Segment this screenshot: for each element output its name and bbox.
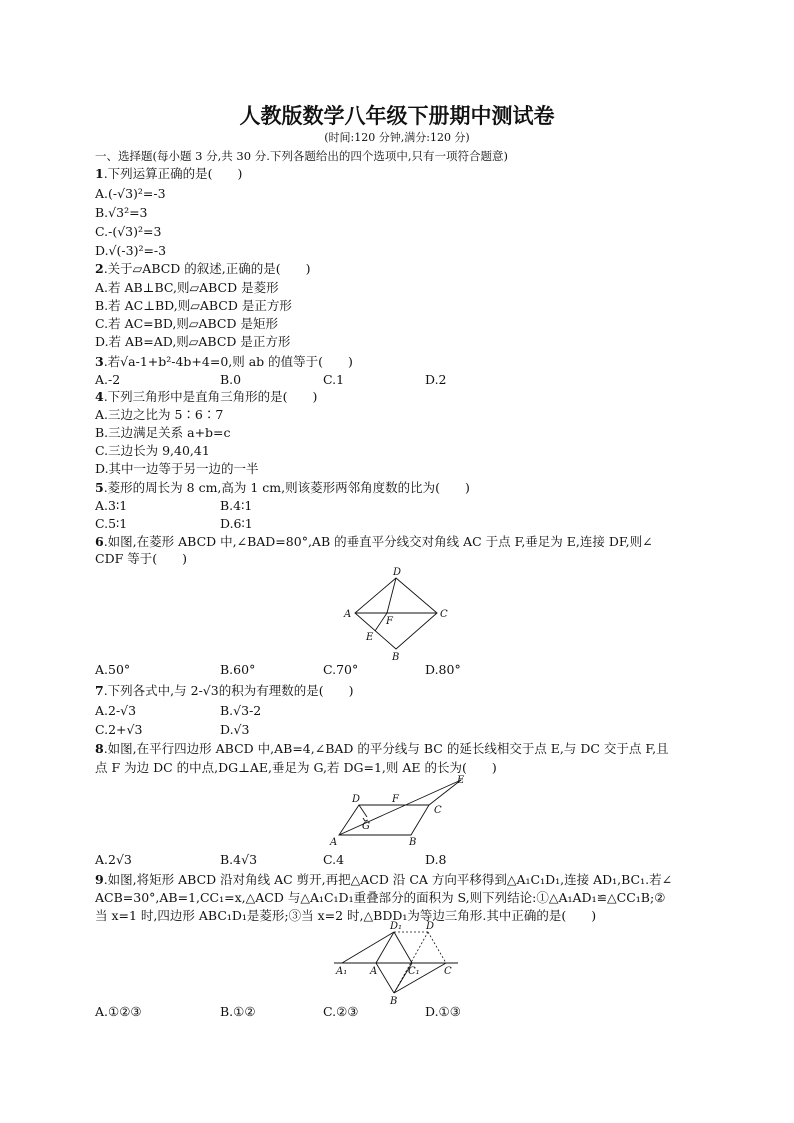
label-B: B [392,652,400,663]
q2-option-c: C.若 AC=BD,则▱ABCD 是矩形 [95,316,278,331]
q3-option-b: B.0 [220,372,242,387]
label-D1: D₁ [390,921,403,932]
label-A: A [344,609,352,620]
page-title: 人教版数学八年级下册期中测试卷 [239,104,555,128]
label-A: A [330,837,338,848]
label-D: D [352,794,361,805]
question-8-stem: 8.如图,在平行四边形 ABCD 中,AB=4,∠BAD 的平分线与 BC 的延长线相交于点 E,与 DC 交于点 F,且 [95,741,669,756]
q8-option-d: D.8 [425,852,447,867]
label-G: G [362,821,370,832]
q4-option-c: C.三边长为 9,40,41 [95,443,210,458]
label-E: E [366,632,374,643]
q6-option-b: B.60° [220,662,256,677]
q3-option-c: C.1 [323,372,345,387]
question-8-stem-cont: 点 F 为边 DC 的中点,DG⊥AE,垂足为 G,若 DG=1,则 AE 的长为( ) [95,760,497,775]
q7-option-c: C.2+√3 [95,722,143,737]
q6-option-c: C.70° [323,662,359,677]
q1-option-d: D.√(-3)²=-3 [95,243,167,258]
q7-option-a: A.2-√3 [95,703,137,718]
rhombus-figure-q6 [335,564,455,664]
label-B: B [390,996,398,1007]
q9-option-d: D.①③ [425,1004,461,1019]
question-4-stem: 4.下列三角形中是直角三角形的是( ) [95,389,318,404]
question-1-stem: 1.下列运算正确的是( ) [95,166,243,181]
label-B: B [409,837,417,848]
label-C1: C₁ [408,966,420,977]
q3-option-d: D.2 [425,372,447,387]
label-E: E [457,775,465,786]
q4-option-d: D.其中一边等于另一边的一半 [95,461,259,476]
label-C: C [444,966,452,977]
q4-option-b: B.三边满足关系 a+b=c [95,425,231,440]
label-F: F [392,794,399,805]
exam-info: (时间:120 分钟,满分:120 分) [324,131,470,144]
q5-option-d: D.6∶1 [220,516,253,531]
q3-option-a: A.-2 [95,372,121,387]
q1-option-b: B.√3²=3 [95,205,148,220]
question-2-stem: 2.关于▱ABCD 的叙述,正确的是( ) [95,261,311,276]
label-C: C [434,805,442,816]
q6-option-a: A.50° [95,662,131,677]
rectangle-figure-q9 [330,920,465,1008]
q7-option-d: D.√3 [220,722,250,737]
question-9-stem: 9.如图,将矩形 ABCD 沿对角线 AC 剪开,再把△ACD 沿 CA 方向平移得到△A₁C₁D₁,连接 AD₁,BC₁.若∠ [95,872,673,887]
label-A1: A₁ [336,966,348,977]
q2-option-d: D.若 AB=AD,则▱ABCD 是正方形 [95,334,291,349]
q5-option-a: A.3∶1 [95,498,128,513]
label-F: F [386,616,393,627]
question-9-stem-cont2: 当 x=1 时,四边形 ABC₁D₁是菱形;③当 x=2 时,△BDD₁为等边三角形.其中正确的是( ) [95,908,597,923]
q9-option-a: A.①②③ [95,1004,142,1019]
question-6-stem: 6.如图,在菱形 ABCD 中,∠BAD=80°,AB 的垂直平分线交对角线 AC 于点 F,垂足为 E,连接 DF,则∠ [95,534,653,549]
q1-option-a: A.(-√3)²=-3 [95,186,166,201]
q1-option-c: C.-(√3)²=3 [95,224,162,239]
q5-option-b: B.4∶1 [220,498,253,513]
section-heading: 一、选择题(每小题 3 分,共 30 分.下列各题给出的四个选项中,只有一项符合题意) [95,149,509,163]
q4-option-a: A.三边之比为 5∶6∶7 [95,407,224,422]
q8-option-a: A.2√3 [95,852,132,867]
label-D: D [393,567,402,578]
q9-option-c: C.②③ [323,1004,359,1019]
question-6-stem-cont: CDF 等于( ) [95,551,187,566]
q7-option-b: B.√3-2 [220,703,262,718]
q9-option-b: B.①② [220,1004,256,1019]
q6-option-d: D.80° [425,662,461,677]
label-C: C [440,609,448,620]
parallelogram-figure-q8 [325,774,475,850]
question-7-stem: 7.下列各式中,与 2-√3的积为有理数的是( ) [95,683,354,698]
q5-option-c: C.5∶1 [95,516,128,531]
q8-option-b: B.4√3 [220,852,258,867]
question-5-stem: 5.菱形的周长为 8 cm,高为 1 cm,则该菱形两邻角度数的比为( ) [95,480,470,495]
question-9-stem-cont: ACB=30°,AB=1,CC₁=x,△ACD 与△A₁C₁D₁重叠部分的面积为 S,则下列结论:①△A₁AD₁≌△CC₁B;② [95,890,666,905]
question-3-stem: 3.若√a-1+b²-4b+4=0,则 ab 的值等于( ) [95,354,353,369]
q2-option-b: B.若 AC⊥BD,则▱ABCD 是正方形 [95,298,292,313]
q8-option-c: C.4 [323,852,345,867]
q2-option-a: A.若 AB⊥BC,则▱ABCD 是菱形 [95,280,279,295]
label-A: A [370,966,378,977]
label-D: D [426,921,435,932]
